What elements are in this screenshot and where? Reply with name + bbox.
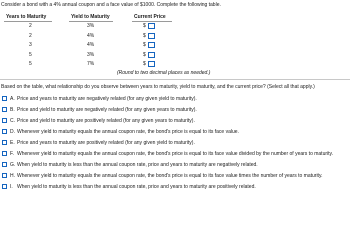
option-letter: H. <box>10 172 15 179</box>
yield-cell: 4% <box>87 42 95 48</box>
header-current-price: Current Price <box>134 14 166 20</box>
option-text: Price and years to maturity are negatively related (for any given yield to maturity). <box>17 95 197 102</box>
option-d[interactable] <box>2 129 348 137</box>
dollar-sign: $ <box>143 61 146 67</box>
option-a[interactable] <box>2 96 348 104</box>
years-cell: 2 <box>29 33 32 39</box>
option-letter: E. <box>10 139 15 146</box>
option-checkbox[interactable] <box>2 140 7 145</box>
section-divider <box>0 79 350 80</box>
years-cell: 3 <box>29 42 32 48</box>
option-b[interactable] <box>2 107 348 115</box>
yield-cell: 3% <box>87 23 95 29</box>
yield-cell: 7% <box>87 61 95 67</box>
header-divider <box>69 21 113 22</box>
price-input[interactable] <box>148 42 155 48</box>
option-text: Price and years to maturity are positively related (for any given yield to maturity). <box>17 139 195 146</box>
option-letter: B. <box>10 106 15 113</box>
option-checkbox[interactable] <box>2 107 7 112</box>
yield-cell: 4% <box>87 33 95 39</box>
option-checkbox[interactable] <box>2 129 7 134</box>
question-text: Based on the table, what relationship do you observe between years to maturity, yield to maturity, and the current price? (Select all that apply.) <box>1 84 315 90</box>
years-cell: 5 <box>29 61 32 67</box>
years-cell: 5 <box>29 52 32 58</box>
option-letter: D. <box>10 128 15 135</box>
header-yield-to-maturity: Yield to Maturity <box>71 14 110 20</box>
years-cell: 2 <box>29 23 32 29</box>
option-checkbox[interactable] <box>2 151 7 156</box>
option-letter: F. <box>10 150 14 157</box>
option-h[interactable] <box>2 173 348 181</box>
dollar-sign: $ <box>143 23 146 29</box>
option-i[interactable] <box>2 184 348 192</box>
option-letter: I. <box>10 183 13 190</box>
rounding-note: (Round to two decimal places as needed.) <box>117 70 211 76</box>
header-divider <box>132 21 172 22</box>
option-e[interactable] <box>2 140 348 148</box>
price-input[interactable] <box>148 33 155 39</box>
problem-intro: Consider a bond with a 4% annual coupon and a face value of $1000. Complete the following table. <box>1 2 221 8</box>
option-text: Whenever yield to maturity equals the annual coupon rate, the bond's price is equal to its face value. <box>17 128 239 135</box>
option-checkbox[interactable] <box>2 118 7 123</box>
option-text: Price and yield to maturity are negatively related (for any given years to maturity). <box>17 106 197 113</box>
option-letter: C. <box>10 117 15 124</box>
option-text: Price and yield to maturity are positively related (for any given years to maturity). <box>17 117 195 124</box>
option-checkbox[interactable] <box>2 173 7 178</box>
header-years-to-maturity: Years to Maturity <box>6 14 47 20</box>
option-letter: G. <box>10 161 16 168</box>
dollar-sign: $ <box>143 42 146 48</box>
option-text: Whenever yield to maturity equals the annual coupon rate, the bond's price is equal to its face value times the number of years to maturity. <box>17 172 323 179</box>
header-divider <box>4 21 52 22</box>
option-text: Whenever yield to maturity equals the annual coupon rate, the bond's price is equal to its face value divided by the number of years to maturity. <box>17 150 334 157</box>
option-text: When yield to maturity is less than the annual coupon rate, price and years to maturity are negatively related. <box>17 161 258 168</box>
option-f[interactable] <box>2 151 348 159</box>
price-input[interactable] <box>148 23 155 29</box>
option-checkbox[interactable] <box>2 96 7 101</box>
option-text: When yield to maturity is less than the annual coupon rate, price and years to maturity are positively related. <box>17 183 256 190</box>
dollar-sign: $ <box>143 52 146 58</box>
dollar-sign: $ <box>143 33 146 39</box>
option-checkbox[interactable] <box>2 162 7 167</box>
price-input[interactable] <box>148 52 155 58</box>
yield-cell: 3% <box>87 52 95 58</box>
price-input[interactable] <box>148 61 155 67</box>
option-checkbox[interactable] <box>2 184 7 189</box>
option-c[interactable] <box>2 118 348 126</box>
option-letter: A. <box>10 95 15 102</box>
option-g[interactable] <box>2 162 348 170</box>
